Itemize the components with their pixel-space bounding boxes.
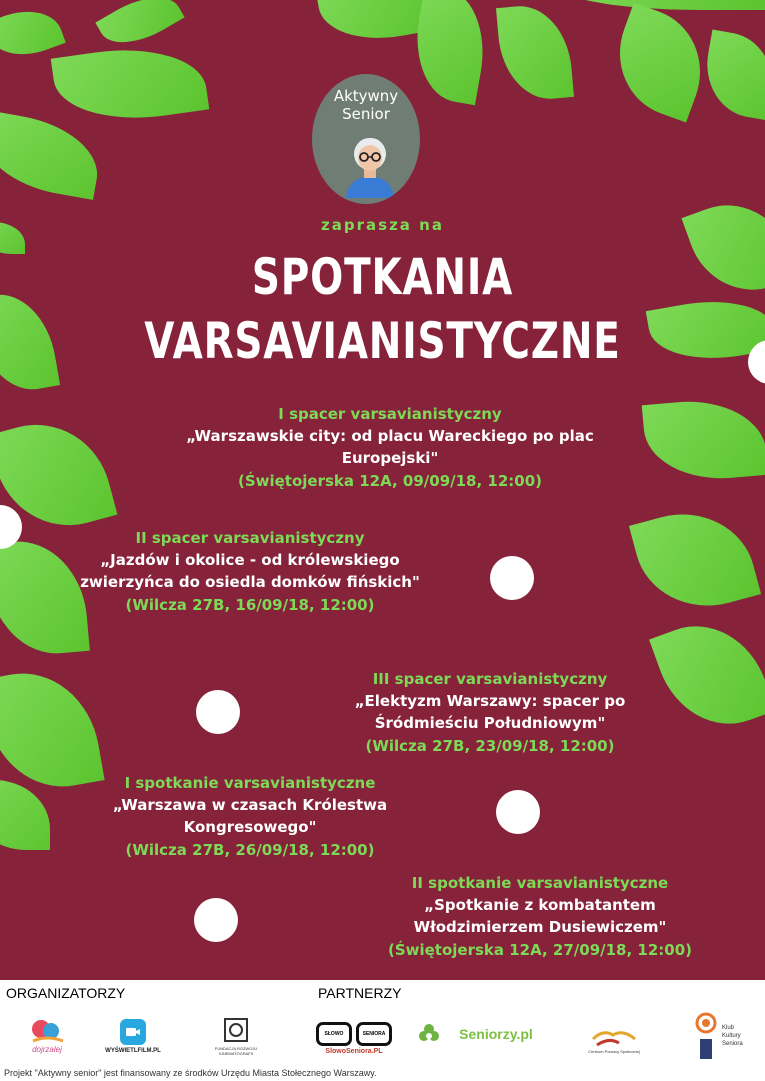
hands-icon bbox=[589, 1021, 639, 1049]
logo-title-line1: Aktywny bbox=[333, 87, 399, 105]
leaf-decoration bbox=[95, 0, 184, 57]
invite-text: zaprasza na bbox=[321, 216, 444, 234]
event-heading: III spacer varsavianistyczny bbox=[372, 670, 608, 688]
event-title: „Elektyzm Warszawy: spacer po Śródmieściu Południowym" bbox=[354, 692, 626, 732]
decorative-dot bbox=[194, 898, 238, 942]
glasses-left-text: SŁOWO bbox=[316, 1022, 352, 1046]
organizers-label: ORGANIZATORZY bbox=[6, 985, 126, 1001]
leaf-decoration bbox=[51, 38, 210, 130]
logo-title bbox=[312, 87, 420, 123]
senior-avatar-icon bbox=[342, 128, 398, 198]
glasses-right-text: SENIORA bbox=[356, 1022, 392, 1046]
leaf-decoration bbox=[642, 395, 765, 485]
event-title: „Spotkanie z kombatantem Włodzimierzem Dusiewiczem" bbox=[413, 896, 667, 936]
seniorzy-logo bbox=[450, 1020, 542, 1048]
leaf-decoration bbox=[601, 2, 718, 122]
klub-icon bbox=[694, 1011, 718, 1061]
aktywny-senior-logo bbox=[312, 74, 420, 204]
event-place: (Wilcza 27B, 16/09/18, 12:00) bbox=[125, 596, 375, 614]
clover-icon bbox=[417, 1022, 441, 1046]
event-place: (Świętojerska 12A, 09/09/18, 12:00) bbox=[237, 472, 543, 490]
logo-title-line2: Senior bbox=[342, 105, 390, 123]
centrum-text: Centrum Pomocy Społecznej bbox=[588, 1048, 640, 1054]
wyswietlfilm-text: WYŚWIETLFILM.PL bbox=[105, 1047, 161, 1054]
slowoseniora-text: SlowoSeniora.PL bbox=[325, 1047, 383, 1055]
event-title: „Jazdów i okolice - od królewskiego zwierzyńca do osiedla domków fińskich" bbox=[80, 551, 420, 591]
camera-icon bbox=[120, 1019, 146, 1045]
seniorzy-text: Seniorzy.pl bbox=[459, 1026, 533, 1042]
fundacja-icon bbox=[223, 1017, 249, 1043]
fundacja-logo bbox=[200, 1012, 272, 1060]
decorative-dot bbox=[490, 556, 534, 600]
leaf-decoration bbox=[0, 780, 50, 850]
event-place: (Wilcza 27B, 23/09/18, 12:00) bbox=[365, 737, 615, 755]
leaf-decoration bbox=[699, 30, 765, 121]
seniorzy-leaf-logo bbox=[414, 1020, 444, 1048]
wyswietlfilm-logo bbox=[98, 1012, 168, 1060]
partners-label: PARTNERZY bbox=[318, 985, 402, 1001]
dojrzalej-logo bbox=[12, 1010, 82, 1060]
leaf-decoration bbox=[629, 497, 761, 622]
event-4 bbox=[80, 772, 420, 862]
leaf-decoration bbox=[0, 0, 66, 67]
event-2 bbox=[70, 527, 430, 617]
event-place: (Wilcza 27B, 26/09/18, 12:00) bbox=[125, 841, 375, 859]
dojrzalej-icon bbox=[27, 1017, 67, 1045]
leaf-decoration bbox=[681, 187, 765, 307]
main-title-line2: VARSAVIANISTYCZNE bbox=[144, 312, 621, 370]
leaf-decoration bbox=[0, 287, 60, 398]
leaf-decoration bbox=[565, 0, 765, 10]
leaf-decoration bbox=[0, 110, 105, 200]
event-1 bbox=[160, 403, 620, 493]
footnote: Projekt "Aktywny senior" jest finansowany ze środków Urzędu Miasta Stołecznego Warszawy. bbox=[4, 1068, 377, 1078]
event-3 bbox=[310, 668, 670, 758]
event-title: „Warszawa w czasach Królestwa Kongresowego" bbox=[112, 796, 388, 836]
event-title: „Warszawskie city: od placu Wareckiego po plac Europejski" bbox=[186, 427, 594, 467]
leaf-decoration bbox=[496, 2, 574, 103]
event-5 bbox=[360, 872, 720, 962]
event-heading: I spotkanie varsavianistyczne bbox=[124, 774, 376, 792]
decorative-dot bbox=[196, 690, 240, 734]
footer bbox=[0, 980, 765, 1081]
klub-kultury-logo bbox=[688, 1008, 756, 1064]
event-place: (Świętojerska 12A, 27/09/18, 12:00) bbox=[387, 941, 693, 959]
event-heading: II spotkanie varsavianistyczne bbox=[411, 874, 669, 892]
event-heading: I spacer varsavianistyczny bbox=[278, 405, 502, 423]
klub-text: Klub Kultury Seniora bbox=[722, 1025, 743, 1047]
glasses-icon bbox=[316, 1022, 392, 1046]
decorative-dot bbox=[496, 790, 540, 834]
dojrzalej-text: dojrzalej bbox=[32, 1044, 62, 1054]
slowoseniora-logo bbox=[316, 1016, 392, 1060]
main-title-line1: SPOTKANIA bbox=[251, 248, 514, 306]
fundacja-text: FUNDACJA ROZWOJU KINEMATOGRAFII bbox=[214, 1045, 258, 1056]
event-heading: II spacer varsavianistyczny bbox=[135, 529, 365, 547]
centrum-logo bbox=[580, 1014, 648, 1060]
